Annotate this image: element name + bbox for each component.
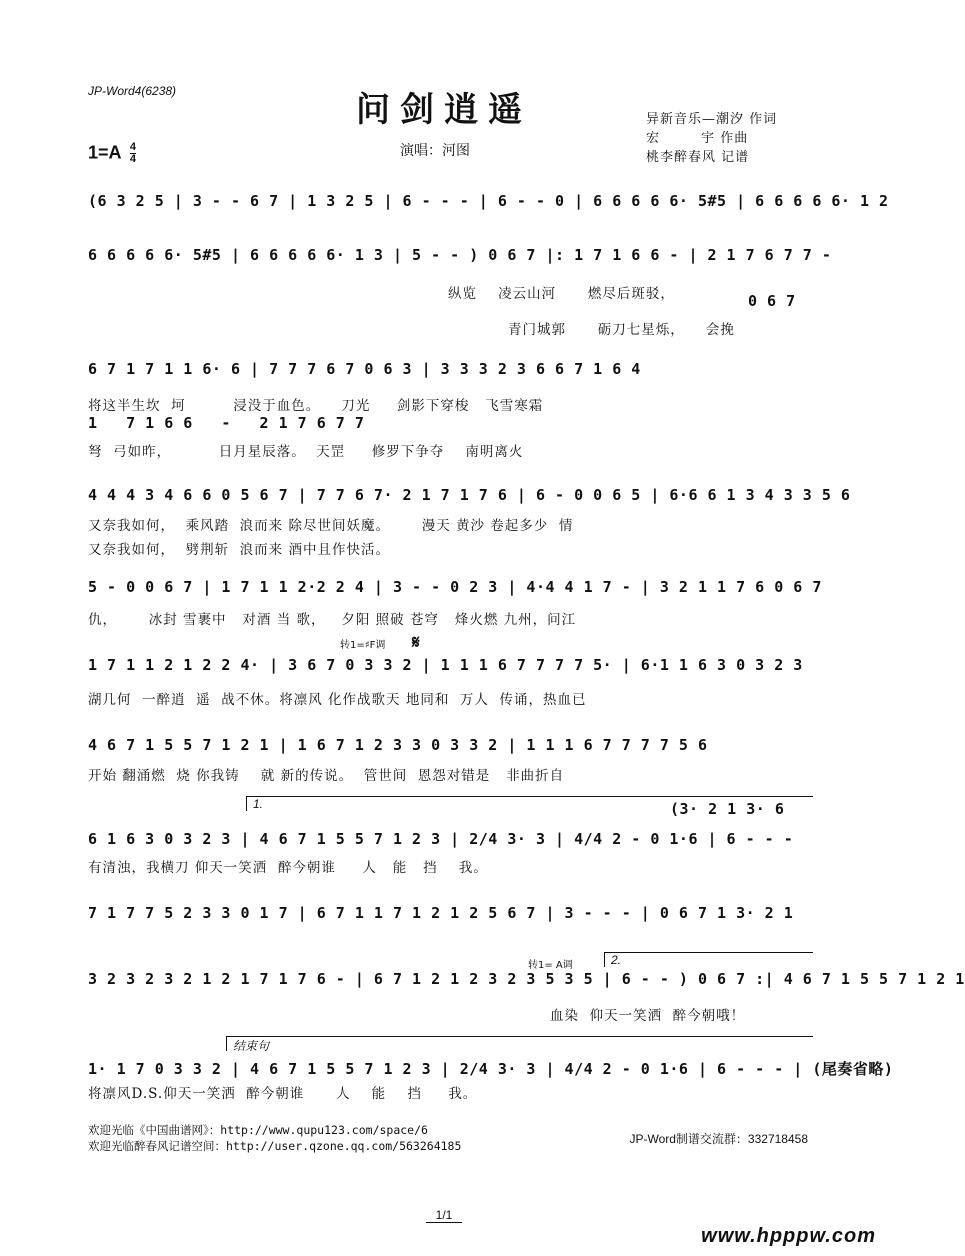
segno-sign: 𝄋 [412,632,420,653]
score-line-3: 6 7 1 7 1 1 6· 6 | 7 7 7 6 7 0 6 3 | 3 3 3 2 3 6 6 7 1 6 4 [88,360,641,378]
lyric-line-5: 又奈我如何， 乘风踏 浪而来 除尽世间妖魔。 漫天 黄沙 卷起多少 情 [88,518,574,534]
volta-1-label: 1. [253,797,264,811]
score-line-3b: 1 7 1 6 6 - 2 1 7 6 7 7 [88,414,365,432]
coda-label: 结束句 [233,1039,270,1053]
lyric-line-3: 将这半生坎 坷 浸没于血色。 刀光 剑影下穿梭 飞雪寒霜 [88,398,544,414]
lyric-line-12: 将凛风D.S.仰天一笑洒 醉今朝谁 人 能 挡 我。 [88,1086,478,1102]
footer-links [88,1122,461,1154]
credits-block [646,110,777,167]
group-info: JP-Word制谱交流群：332718458 [629,1132,808,1146]
footer-link-1: 欢迎光临《中国曲谱网》：http://www.qupu123.com/space/6 [88,1123,428,1137]
lyric-line-9: 开始 翻涌燃 烧 你我铸 就 新的传说。 管世间 恩怨对错是 非曲折自 [88,768,565,784]
composer-credit: 宏 宇 作曲 [646,131,749,146]
song-title: 问剑逍遥 [356,90,532,130]
volta-2-label: 2. [611,953,622,967]
singer-credit: 演唱：河图 [400,143,470,159]
lyric-line-7: 仇， 冰封 雪裹中 对酒 当 歌， 夕阳 照破 苍穹 烽火燃 九州，问江 [88,612,577,628]
score-intro-2: (3· 2 1 3· 6 [670,800,785,818]
volta-2-bracket [604,952,813,967]
lyric-line-2: 青门城郭 砺刀七星烁， 会挽 [508,322,735,338]
score-line-4: 4 4 4 3 4 6 6 0 5 6 7 | 7 7 6 7· 2 1 7 1 7 6 | 6 - 0 0 6 5 | 6·6 6 1 3 4 3 3 5 6 [88,486,851,504]
score-line-2: 6 6 6 6 6· 5#5 | 6 6 6 6 6· 1 3 | 5 - - ) 0 6 7 |: 1 7 1 6 6 - | 2 1 7 6 7 7 - [88,246,832,264]
modulation-marker-2: 转1= A调 [528,960,573,971]
score-line-7: 4 6 7 1 5 5 7 1 2 1 | 1 6 7 1 2 3 3 0 3 3 2 | 1 1 1 6 7 7 7 7 5 6 [88,736,708,754]
score-line-10: 3 2 3 2 3 2 1 2 1 7 1 7 6 - | 6 7 1 2 1 2 3 2 3 5 3 5 | 6 - - ) 0 6 7 :| 4 6 7 1 5 5 7 1 2 1 [88,970,965,988]
lyric-line-8: 湖几何 一醉逍 遥 战不休。将凛风 化作战歌天 地同和 万人 传诵，热血已 [88,692,587,708]
lyric-line-6: 又奈我如何， 劈荆斩 浪而来 酒中且作快活。 [88,542,390,558]
lyric-line-1: 纵览 凌云山河 燃尽后斑驳， [448,286,675,302]
lyric-line-11: 血染 仰天一笑洒 醉今朝哦！ [550,1008,746,1024]
score-line-11: 1· 1 7 0 3 3 2 | 4 6 7 1 5 5 7 1 2 3 | 2/4 3· 3 | 4/4 2 - 0 1·6 | 6 - - - | (尾奏省略) [88,1060,894,1078]
lyric-line-4: 弩 弓如昨， 日月星辰落。 天罡 修罗下争夺 南明离火 [88,444,524,460]
transcriber-credit: 桃李醉春风 记谱 [646,150,750,165]
lyric-line-10: 有清浊，我横刀 仰天一笑洒 醉今朝谁 人 能 挡 我。 [88,860,488,876]
score-line-9: 7 1 7 7 5 2 3 3 0 1 7 | 6 7 1 1 7 1 2 1 2 5 6 7 | 3 - - - | 0 6 7 1 3· 2 1 [88,904,794,922]
score-line-1: (6 3 2 5 | 3 - - 6 7 | 1 3 2 5 | 6 - - - | 6 - - 0 | 6 6 6 6 6· 5#5 | 6 6 6 6 6· 1 2 [88,192,889,210]
score-line-6: 1 7 1 1 2 1 2 2 4· | 3 6 7 0 3 3 2 | 1 1 1 6 7 7 7 7 5· | 6·1 1 6 3 0 3 2 3 [88,656,803,674]
source-tag: JP-Word4(6238) [88,84,177,98]
meter-bottom: 4 [129,153,136,165]
meter-top: 4 [129,141,136,153]
score-line-8: 6 1 6 3 0 3 2 3 | 4 6 7 1 5 5 7 1 2 3 | 2/4 3· 3 | 4/4 2 - 0 1·6 | 6 - - - [88,830,794,848]
page-number-text: 1/1 [426,1208,463,1223]
key-label: 1=A [88,142,121,163]
page-number [0,1208,888,1222]
site-watermark: www.hpppw.com [701,1225,876,1247]
lyricist-credit: 异新音乐—潮汐 作词 [646,112,778,127]
time-signature [130,142,136,165]
score-line-5: 5 - 0 0 6 7 | 1 7 1 1 2·2 2 4 | 3 - - 0 2 3 | 4·4 4 1 7 - | 3 2 1 1 7 6 0 6 7 [88,578,822,596]
key-signature [88,142,136,165]
coda-bracket [226,1036,813,1051]
score-pickup-1: 0 6 7 [748,292,796,310]
footer-link-2: 欢迎光临醉春风记谱空间：http://user.qzone.qq.com/563264185 [88,1139,462,1153]
modulation-marker-1: 转1=♯F调 [340,640,386,651]
